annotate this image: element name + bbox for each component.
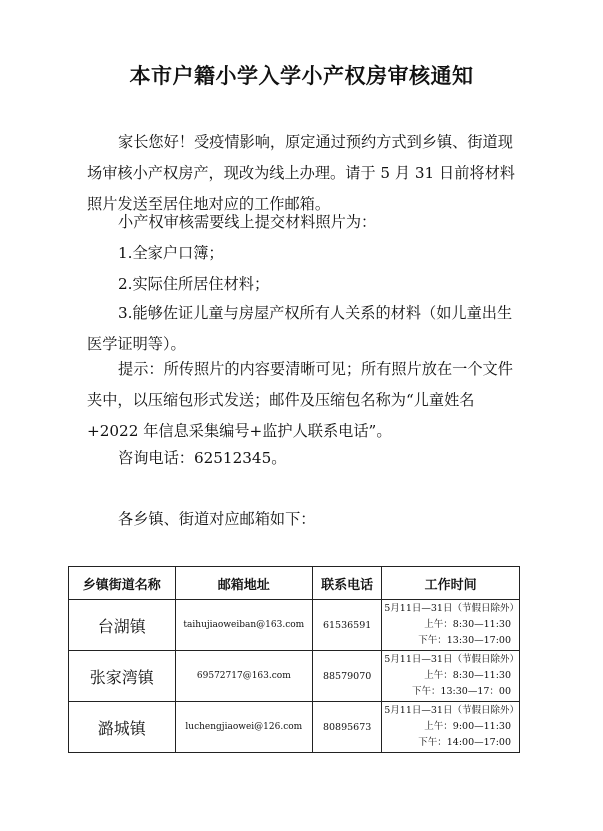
hours-dates: 5月11日—31日（节假日除外） [384,654,519,665]
hours-afternoon: 下午：14:00—17:00 [418,737,511,748]
header-town: 乡镇街道名称 [69,567,176,600]
working-hours [382,651,520,702]
phone-number: 80895673 [313,702,382,753]
town-name: 潞城镇 [69,702,176,753]
table-row [69,600,520,651]
material-item-2: 2.实际住所居住材料； [118,275,270,293]
hours-dates: 5月11日—31日（节假日除外） [384,603,519,614]
document-title: 本市户籍小学入学小产权房审核通知 [129,63,474,88]
consult-phone: 咨询电话：62512345。 [118,449,287,467]
header-phone: 联系电话 [313,567,382,600]
hours-morning: 上午：8:30—11:30 [424,619,511,630]
header-email: 邮箱地址 [175,567,312,600]
table-header-row [69,567,520,600]
hours-afternoon: 下午：13:30—17:00 [418,635,511,646]
material-item-3: 3.能够佐证儿童与房屋产权所有人关系的材料（如儿童出生医学证明等）。 [87,304,513,353]
email-list-intro: 各乡镇、街道对应邮箱如下： [118,510,316,528]
hours-morning: 上午：9:00—11:30 [424,721,511,732]
town-name: 张家湾镇 [69,651,176,702]
intro-paragraph: 家长您好！受疫情影响，原定通过预约方式到乡镇、街道现场审核小产权房产，现改为线上办理。请于 5 月 31 日前将材料照片发送至居住地对应的工作邮箱。 [87,133,515,213]
working-hours [382,600,520,651]
email-address[interactable]: taihujiaoweiban@163.com [175,600,312,651]
table-row [69,702,520,753]
tip-paragraph: 提示：所传照片的内容要清晰可见；所有照片放在一个文件夹中，以压缩包形式发送；邮件及压缩包名称为“儿童姓名+2022 年信息采集编号+监护人联系电话”。 [87,360,513,440]
header-hours: 工作时间 [382,567,520,600]
email-address[interactable]: luchengjiaowei@126.com [175,702,312,753]
hours-morning: 上午：8:30—11:30 [424,670,511,681]
material-item-1: 1.全家户口簿； [118,244,224,262]
table-row [69,651,520,702]
hours-dates: 5月11日—31日（节假日除外） [384,705,519,716]
working-hours [382,702,520,753]
materials-heading: 小产权审核需要线上提交材料照片为： [118,213,377,231]
town-name: 台湖镇 [69,600,176,651]
contact-table [68,566,520,753]
phone-number: 61536591 [313,600,382,651]
hours-afternoon: 下午：13:30—17：00 [411,686,511,697]
phone-number: 88579070 [313,651,382,702]
email-address[interactable]: 69572717@163.com [175,651,312,702]
